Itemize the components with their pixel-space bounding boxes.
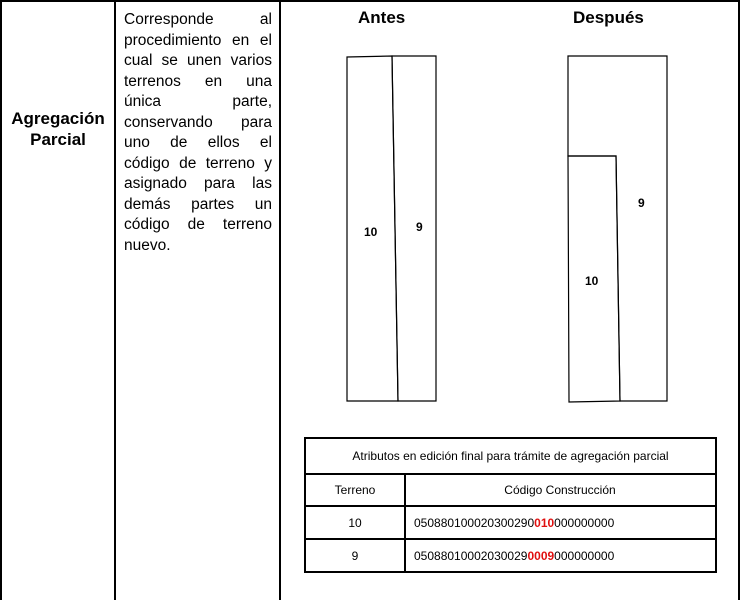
code-suffix: 000000000 xyxy=(554,515,615,530)
after-label-10: 10 xyxy=(585,274,599,288)
after-heading: Después xyxy=(573,8,644,27)
column-header-codigo: Código Construcción xyxy=(405,474,716,506)
code-highlight: 010 xyxy=(534,515,555,530)
code-cell xyxy=(405,539,716,572)
terreno-cell: 10 xyxy=(305,506,405,539)
table-row xyxy=(305,539,716,572)
before-label-10: 10 xyxy=(364,225,378,239)
table-row xyxy=(305,506,716,539)
term-line-1: Agregación xyxy=(11,109,105,128)
column-header-terreno: Terreno xyxy=(305,474,405,506)
code-prefix: 050880100020300290 xyxy=(414,515,535,530)
attributes-table xyxy=(304,437,717,573)
code-suffix: 000000000 xyxy=(554,548,615,563)
table-caption: Atributos en edición final para trámite de agregación parcial xyxy=(305,438,716,474)
term-line-2: Parcial xyxy=(30,130,86,149)
before-label-9: 9 xyxy=(416,220,423,234)
code-prefix: 05088010002030029 xyxy=(414,548,528,563)
column-divider-1 xyxy=(114,0,116,600)
border-left xyxy=(0,0,2,600)
code-highlight: 0009 xyxy=(527,548,555,563)
terreno-cell: 9 xyxy=(305,539,405,572)
description-text: Corresponde al procedimiento en el cual se unen varios terrenos en una única parte, conservando para uno de ellos el código de terreno y asignado para las demás partes un código de terreno nuevo. xyxy=(124,11,272,254)
parcel-diagram xyxy=(282,0,738,430)
code-cell xyxy=(405,506,716,539)
before-parcel-9 xyxy=(392,56,436,401)
before-heading: Antes xyxy=(358,8,406,27)
after-label-9: 9 xyxy=(638,196,645,210)
column-divider-2 xyxy=(279,0,281,600)
after-parcels xyxy=(568,56,667,402)
term-title xyxy=(0,108,116,150)
